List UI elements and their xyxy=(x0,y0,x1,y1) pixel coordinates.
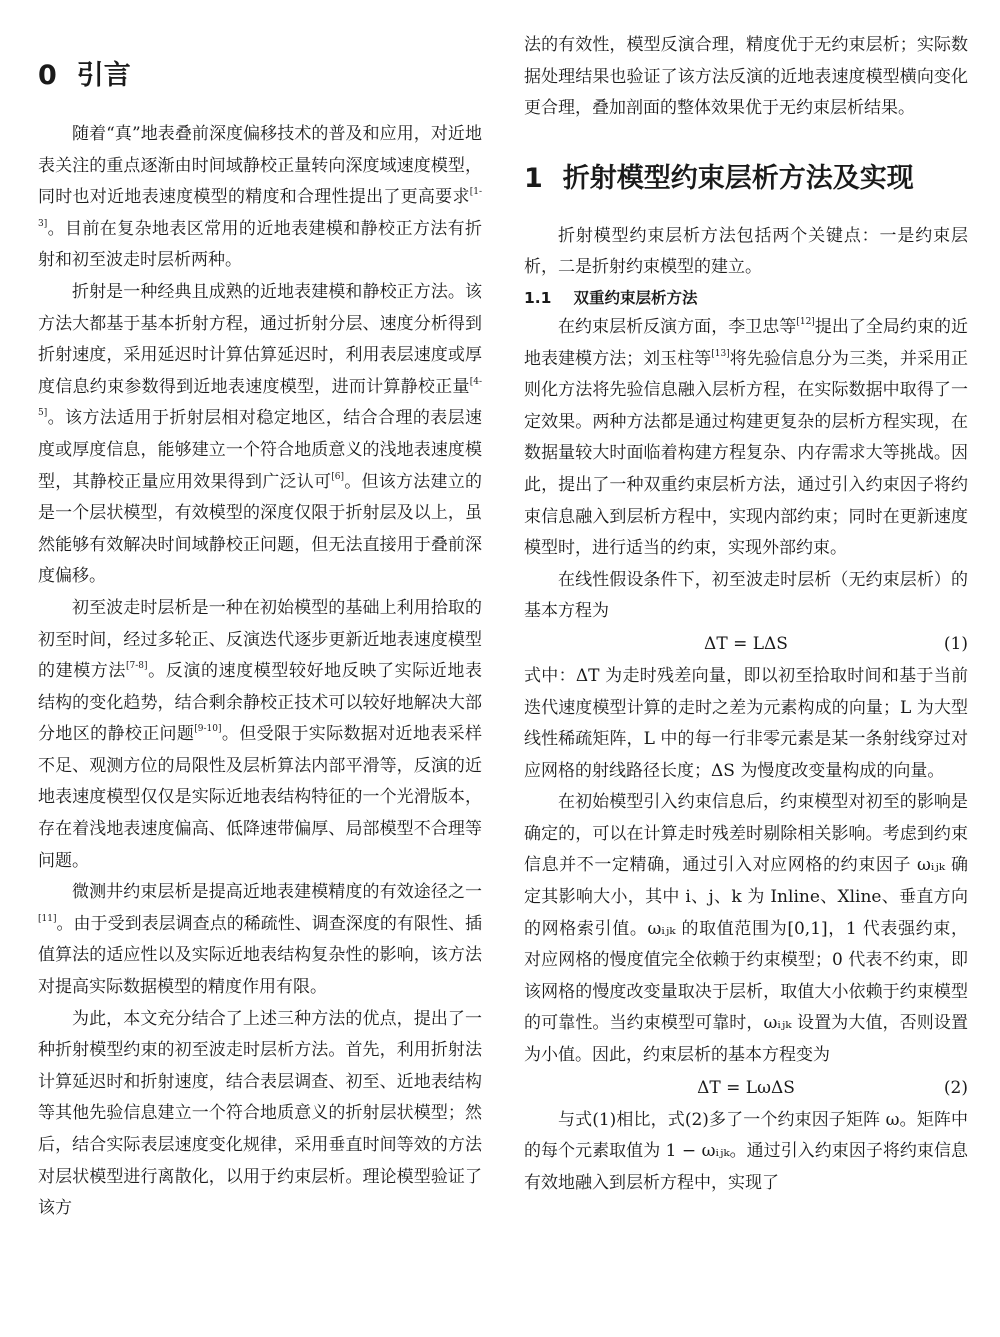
intro-p3-text-a: 初至波走时层析是一种在初始模型的基础上利用拾取的初至时间，经过多轮正、反演迭代逐步更新近地表速度模型的建模方法 xyxy=(38,597,482,682)
equation-2-expression: ΔT = LωΔS xyxy=(697,1077,795,1098)
intro-p2-text-b: 。该方法适用于折射层相对稳定地区，结合合理的表层速度或厚度信息，能够建立一个符合地质意义的浅地表速度模型，其静校正量应用效果得到广泛认可 xyxy=(38,408,482,492)
equation-1-explanation: 式中：ΔT 为走时残差向量，即以初至拾取时间和基于当前迭代速度模型计算的走时之差为元素构成的向量；L 为大型线性稀疏矩阵，L 中的每一行非零元素是某一条射线穿过对应网格的射线路径长度；ΔS 为慢度改变量构成的向量。 xyxy=(524,665,968,781)
section-0-title: 引言 xyxy=(76,60,131,91)
equation-1 xyxy=(524,628,968,661)
citation-9-10: [9-10] xyxy=(194,724,222,735)
intro-paragraph-5-continued: 法的有效性，模型反演合理，精度优于无约束层析；实际数据处理结果也验证了该方法反演的近地表速度模型横向变化更合理，叠加剖面的整体效果优于无约束层析结果。 xyxy=(524,35,968,119)
intro-p1-text-a: 随着“真”地表叠前深度偏移技术的普及和应用，对近地表关注的重点逐渐由时间域静校正量转向深度域速度模型，同时也对近地表速度模型的精度和合理性提出了更高要求 xyxy=(38,124,482,208)
intro-paragraph-3 xyxy=(38,593,482,877)
right-column xyxy=(524,0,968,1199)
intro-p1-text-b: 。目前在复杂地表区常用的近地表建模和静校正方法有折射和初至波走时层析两种。 xyxy=(38,218,482,271)
method-paragraph-3: 在初始模型引入约束信息后，约束模型对初至的影响是确定的，可以在计算走时残差时剔除相关影响。考虑到约束信息并不一定精确，通过引入对应网格的约束因子 ωᵢⱼₖ 确定其影响大小，其中 i、j、k 为 Inline、Xline、垂直方向的网格索引值。ωᵢⱼₖ 的取值范围为[0,1]，1 代表强约束，对应网格的慢度值完全依赖于约束模型；0 代表不约束，即该网格的慢度改变量取决于层析，取值大小依赖于约束模型的可靠性。当约束模型可靠时，ωᵢⱼₖ 设置为大值，否则设置为小值。因此，约束层析的基本方程变为 xyxy=(524,792,968,1066)
citation-13: [13] xyxy=(711,348,730,359)
section-1-number: 1 xyxy=(524,162,543,194)
intro-p2-text-a: 折射是一种经典且成熟的近地表建模和静校正方法。该方法大都基于基本折射方程，通过折射分层、速度分析得到折射速度，采用延迟时计算估算延迟时，利用表层速度或厚度信息约束参数得到近地表速度模型，进而计算静校正量 xyxy=(38,281,482,397)
method-paragraph-2: 在线性假设条件下，初至波走时层析（无约束层析）的基本方程为 xyxy=(524,569,968,622)
left-column xyxy=(38,0,482,1225)
method-paragraph-4: 与式(1)相比，式(2)多了一个约束因子矩阵 ω。矩阵中的每个元素取值为 1 − ωᵢⱼₖ。通过引入约束因子将约束信息有效地融入到层析方程中，实现了 xyxy=(524,1109,968,1193)
intro-paragraph-2 xyxy=(38,277,482,593)
intro-p4-text-a: 微测井约束层析是提高近地表建模精度的有效途径之一 xyxy=(72,882,482,903)
intro-p3-text-b: 。反演的速度模型较好地反映了实际近地表结构的变化趋势，结合剩余静校正技术可以较好地解决大部分地区的静校正问题 xyxy=(38,661,483,745)
section-0-heading xyxy=(38,58,482,94)
intro-p2-text-c: 。但该方法建立的是一个层状模型，有效模型的深度仅限于折射层及以上，虽然能够有效解决时间域静校正问题，但无法直接用于叠前深度偏移。 xyxy=(38,471,482,587)
intro-paragraph-5: 为此，本文充分结合了上述三种方法的优点，提出了一种折射模型约束的初至波走时层析方法。首先，利用折射法计算延迟时和折射速度，结合表层调查、初至、近地表结构等其他先验信息建立一个符合地质意义的折射层状模型；然后，结合实际表层速度变化规律，采用垂直时间等效的方法对层状模型进行离散化，以用于约束层析。理论模型验证了该方 xyxy=(38,1008,482,1219)
equation-2-number: (2) xyxy=(943,1077,968,1098)
intro-p4-text-b: 。由于受到表层调查点的稀疏性、调查深度的有限性、插值算法的适应性以及实际近地表结构复杂性的影响，该方法对提高实际数据模型的精度作用有限。 xyxy=(38,913,482,998)
citation-11: [11] xyxy=(38,913,57,924)
intro-paragraph-4 xyxy=(38,877,482,1003)
method-p1-text-b: 提出了全局约束的近地表建模方法；刘玉柱等 xyxy=(524,316,969,369)
equation-2 xyxy=(524,1072,968,1105)
citation-4-5: [4-5] xyxy=(38,376,482,419)
citation-12: [12] xyxy=(796,316,815,327)
method-p1-text-c: 将先验信息分为三类，并采用正则化方法将先验信息融入层析方程，在实际数据中取得了一定效果。两种方法都是通过构建更复杂的层析方程实现，在数据量较大时面临着构建方程复杂、内存需求大等挑战。因此，提出了一种双重约束层析方法，通过引入约束因子将约束信息融入到层析方程中，实现内部约束；同时在更新速度模型时，进行适当的约束，实现外部约束。 xyxy=(524,348,969,559)
subsection-1-1-title: 双重约束层析方法 xyxy=(573,288,698,307)
subsection-1-1-number: 1.1 xyxy=(524,288,552,307)
section-0-number: 0 xyxy=(38,60,57,91)
equation-1-number: (1) xyxy=(943,633,968,654)
section-1-heading xyxy=(524,161,968,197)
method-p1-text-a: 在约束层析反演方面，李卫忠等 xyxy=(558,316,797,337)
citation-6: [6] xyxy=(331,471,344,482)
section-1-title: 折射模型约束层析方法及实现 xyxy=(562,162,914,194)
intro-p3-text-c: 。但受限于实际数据对近地表采样不足、观测方位的局限性及层析算法内部平滑等，反演的近地表速度模型仅仅是实际近地表结构特征的一个光滑版本，存在着浅地表速度偏高、低降速带偏厚、局部模型不合理等问题。 xyxy=(38,724,482,871)
intro-paragraph-1 xyxy=(38,119,482,277)
method-paragraph-1 xyxy=(524,312,968,565)
citation-1-3: [1-3] xyxy=(38,187,482,229)
section-1-intro-paragraph: 折射模型约束层析方法包括两个关键点：一是约束层析，二是折射约束模型的建立。 xyxy=(524,225,968,278)
equation-1-expression: ΔT = LΔS xyxy=(704,633,788,654)
subsection-1-1-heading xyxy=(524,284,968,312)
citation-7-8: [7-8] xyxy=(126,661,148,672)
